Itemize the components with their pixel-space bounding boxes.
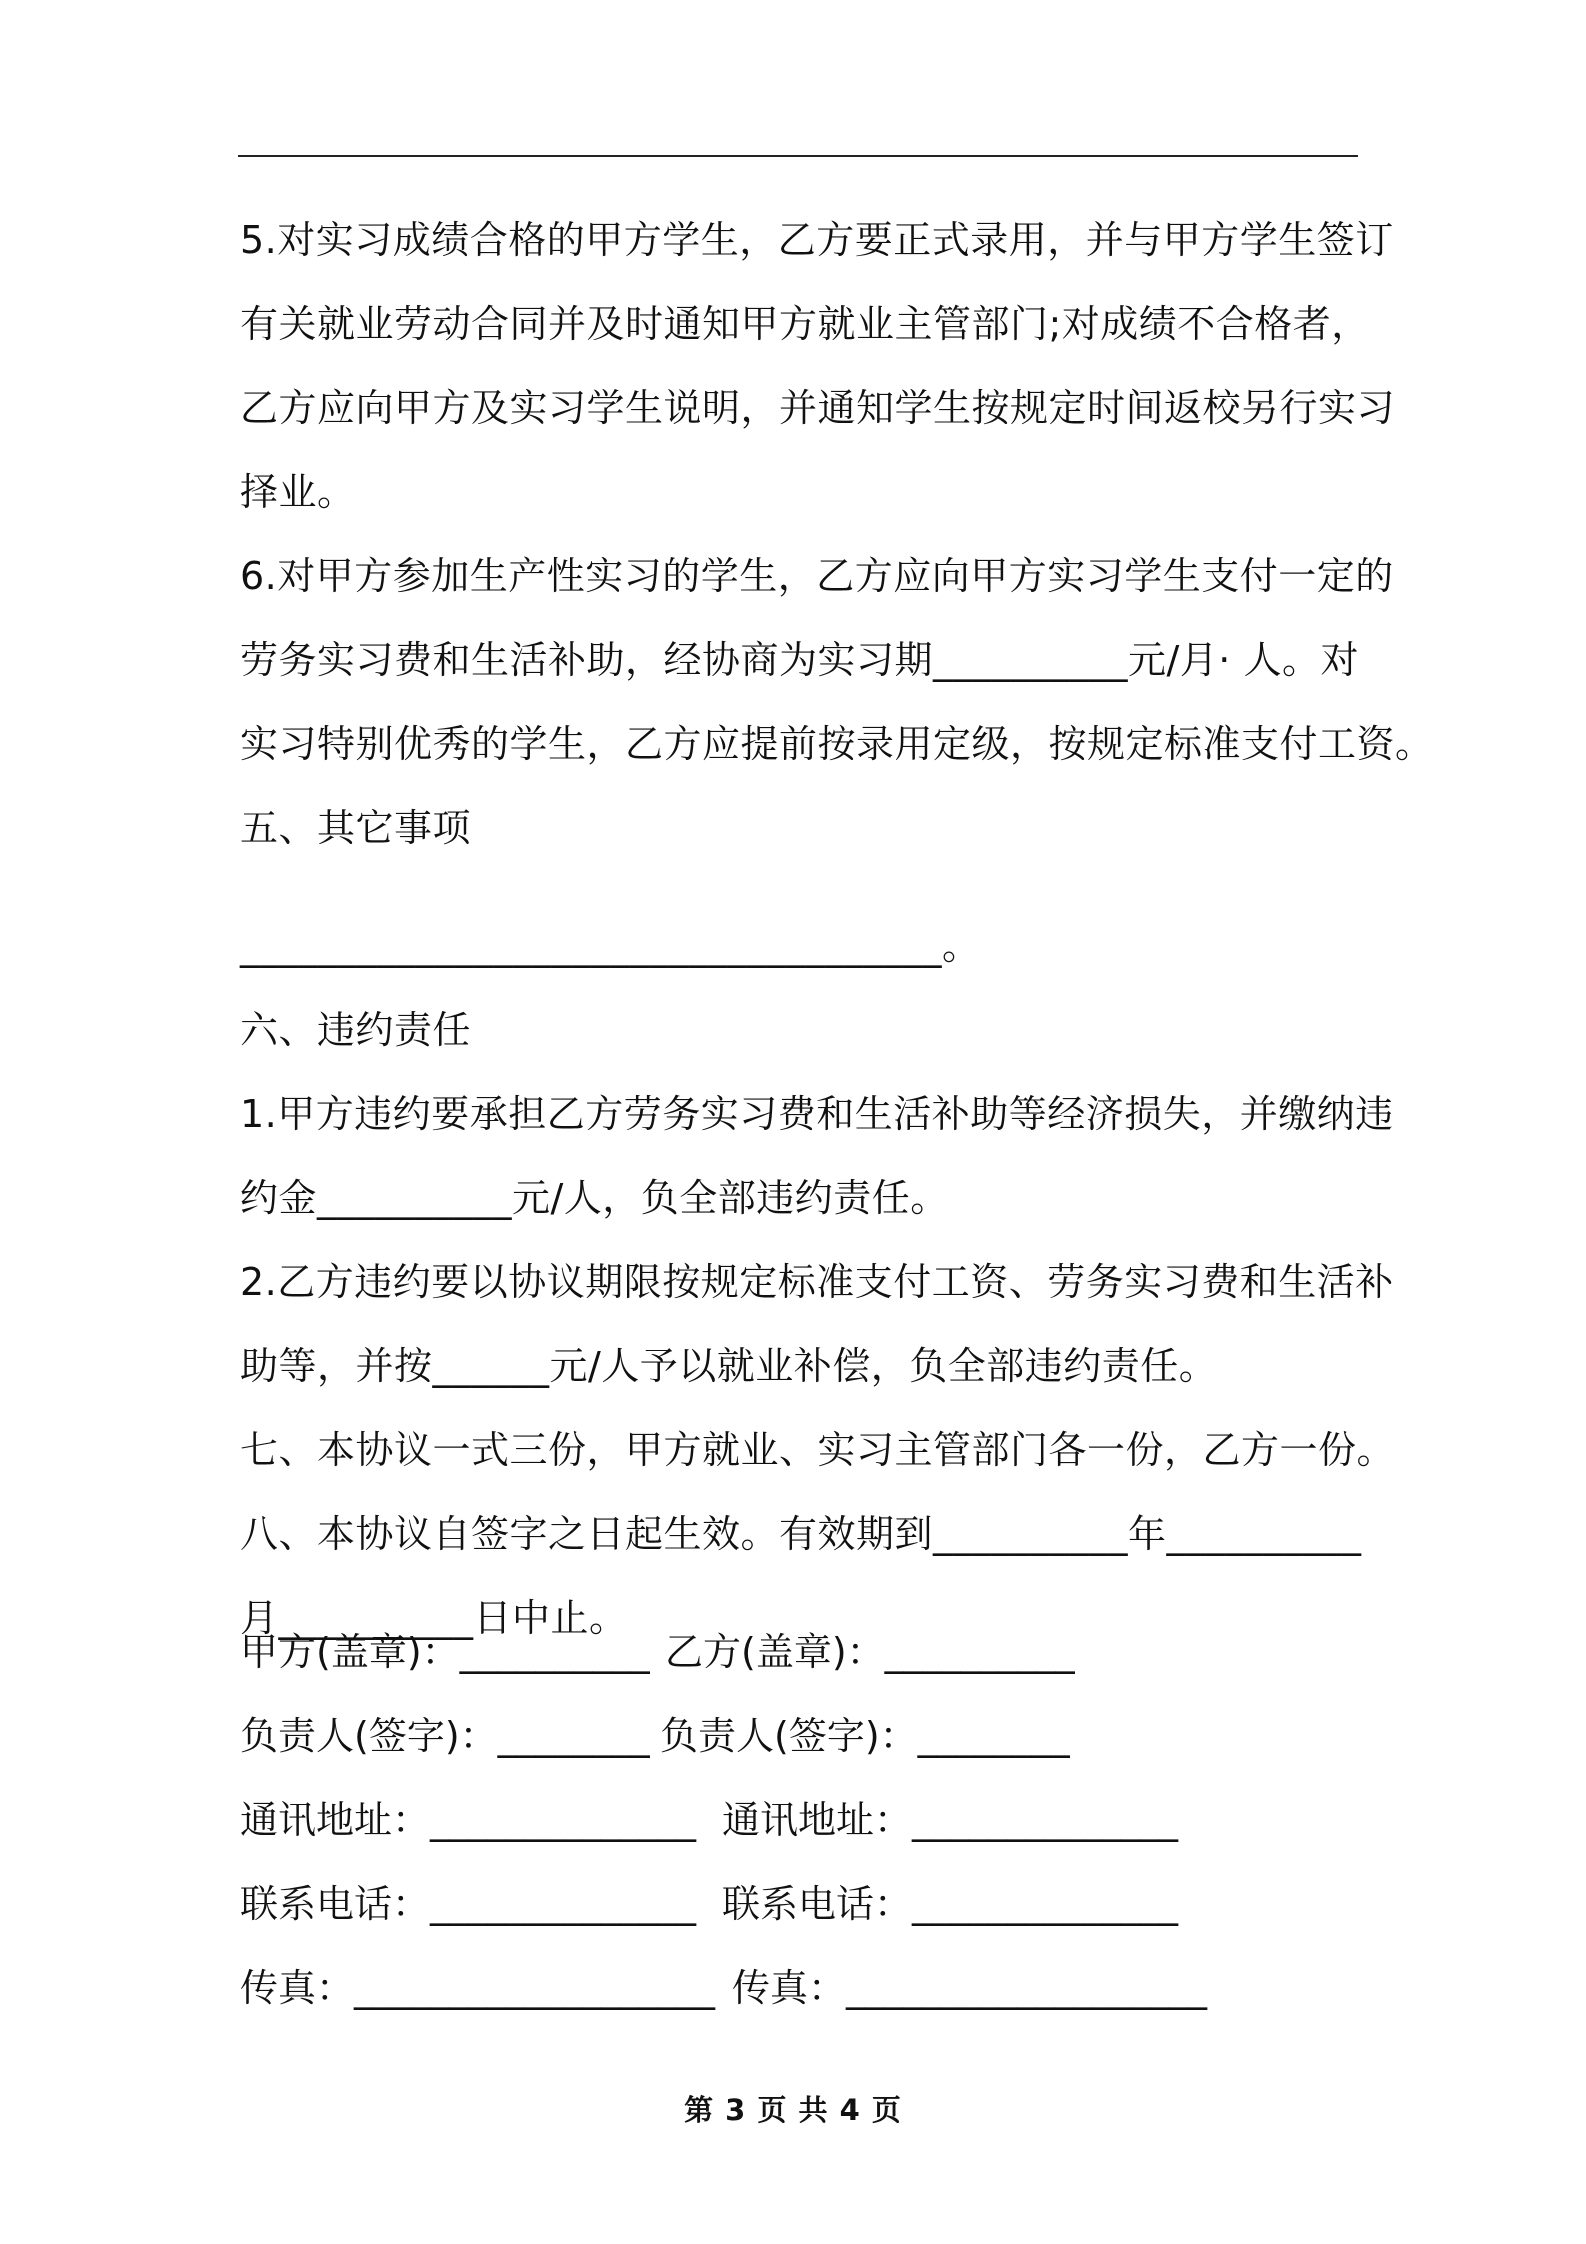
party-b-address: 通讯地址：______________: [722, 1798, 1179, 1842]
party-b-seal: 乙方(盖章)：__________: [665, 1630, 1075, 1674]
party-b-fax: 传真：___________________: [732, 1966, 1208, 2010]
text-line: 八、本协议自签字之日起生效。有效期到__________年__________: [240, 1512, 1362, 1556]
document-body: [240, 198, 1434, 1660]
text-line: 乙方应向甲方及实习学生说明，并通知学生按规定时间返校另行实习: [240, 386, 1396, 430]
signature-row: [240, 1862, 1360, 1946]
signature-block: [240, 1610, 1360, 2030]
text-line: 助等，并按______元/人予以就业补偿，负全部违约责任。: [240, 1344, 1218, 1388]
page-number: 第 3 页 共 4 页: [684, 2093, 902, 2127]
signature-row: [240, 1694, 1360, 1778]
party-b-phone: 联系电话：______________: [722, 1882, 1179, 1926]
text-line: 1.甲方违约要承担乙方劳务实习费和生活补助等经济损失，并缴纳违: [240, 1092, 1394, 1136]
text-line: 2.乙方违约要以协议期限按规定标准支付工资、劳务实习费和生活补: [240, 1260, 1394, 1304]
text-line: 有关就业劳动合同并及时通知甲方就业主管部门;对成绩不合格者，: [240, 302, 1370, 346]
section-heading: 六、违约责任: [240, 1008, 472, 1052]
text-line: 月__________日中止。: [240, 1596, 628, 1640]
party-a-fax: 传真：___________________: [240, 1966, 716, 2010]
text-line: 择业。: [240, 470, 356, 514]
party-a-signer: 负责人(签字)：________: [240, 1714, 650, 1758]
signature-row: [240, 1946, 1360, 2030]
section-heading: 五、其它事项: [240, 806, 472, 850]
text-line: 5.对实习成绩合格的甲方学生，乙方要正式录用，并与甲方学生签订: [240, 218, 1394, 262]
text-line: 劳务实习费和生活补助，经协商为实习期__________元/月· 人。对: [240, 638, 1359, 682]
signature-row: [240, 1610, 1360, 1694]
text-line: 约金__________元/人，负全部违约责任。: [240, 1176, 949, 1220]
text-line: 七、本协议一式三份，甲方就业、实习主管部门各一份，乙方一份。: [240, 1428, 1396, 1472]
party-a-seal: 甲方(盖章)：__________: [240, 1630, 650, 1674]
header-rule: [238, 155, 1358, 157]
text-line: 6.对甲方参加生产性实习的学生，乙方应向甲方实习学生支付一定的: [240, 554, 1394, 598]
party-b-signer: 负责人(签字)：________: [660, 1714, 1070, 1758]
party-a-address: 通讯地址：______________: [240, 1798, 697, 1842]
party-a-phone: 联系电话：______________: [240, 1882, 697, 1926]
blank-line: ____________________________________。: [240, 924, 981, 968]
signature-row: [240, 1778, 1360, 1862]
text-line: 实习特别优秀的学生，乙方应提前按录用定级，按规定标准支付工资。: [240, 722, 1434, 766]
